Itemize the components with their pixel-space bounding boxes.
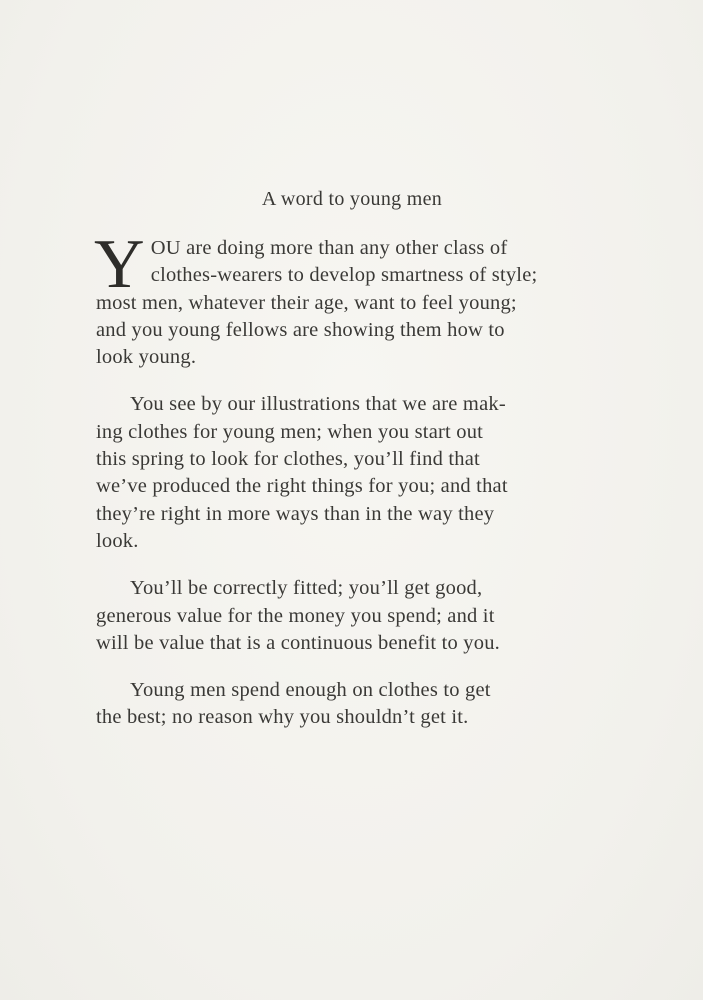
text-line: You’ll be correctly fitted; you’ll get good,	[130, 577, 483, 600]
text-line: clothes-wearers to develop smartness of style;	[150, 264, 538, 287]
text-line: look.	[96, 529, 139, 552]
text-line: Young men spend enough on clothes to get	[130, 679, 491, 702]
text-line: this spring to look for clothes, you’ll find that	[96, 448, 480, 471]
text-line: will be value that is a continuous benefit to you.	[96, 631, 500, 654]
text-line: we’ve produced the right things for you; and that	[96, 475, 508, 498]
paragraph-2	[96, 391, 608, 555]
text-line: most men, whatever their age, want to feel young;	[96, 291, 517, 314]
text-line: ing clothes for young men; when you start out	[96, 420, 484, 443]
paragraph-3	[96, 575, 608, 657]
text-line: OU are doing more than any other class of	[150, 237, 508, 259]
text-line: the best; no reason why you shouldn’t get it.	[96, 706, 469, 729]
drop-cap: Y	[94, 226, 145, 303]
article	[96, 186, 608, 752]
text-line: look young.	[96, 346, 197, 369]
page-title: A word to young men	[261, 188, 443, 210]
text-line: generous value for the money you spend; and it	[96, 604, 495, 627]
paragraph-4	[96, 677, 608, 732]
text-line: You see by our illustrations that we are mak-	[130, 393, 506, 416]
text-line: and you young fellows are showing them how to	[96, 318, 505, 341]
paragraph-1	[94, 226, 608, 371]
text-line: they’re right in more ways than in the way they	[96, 502, 495, 525]
